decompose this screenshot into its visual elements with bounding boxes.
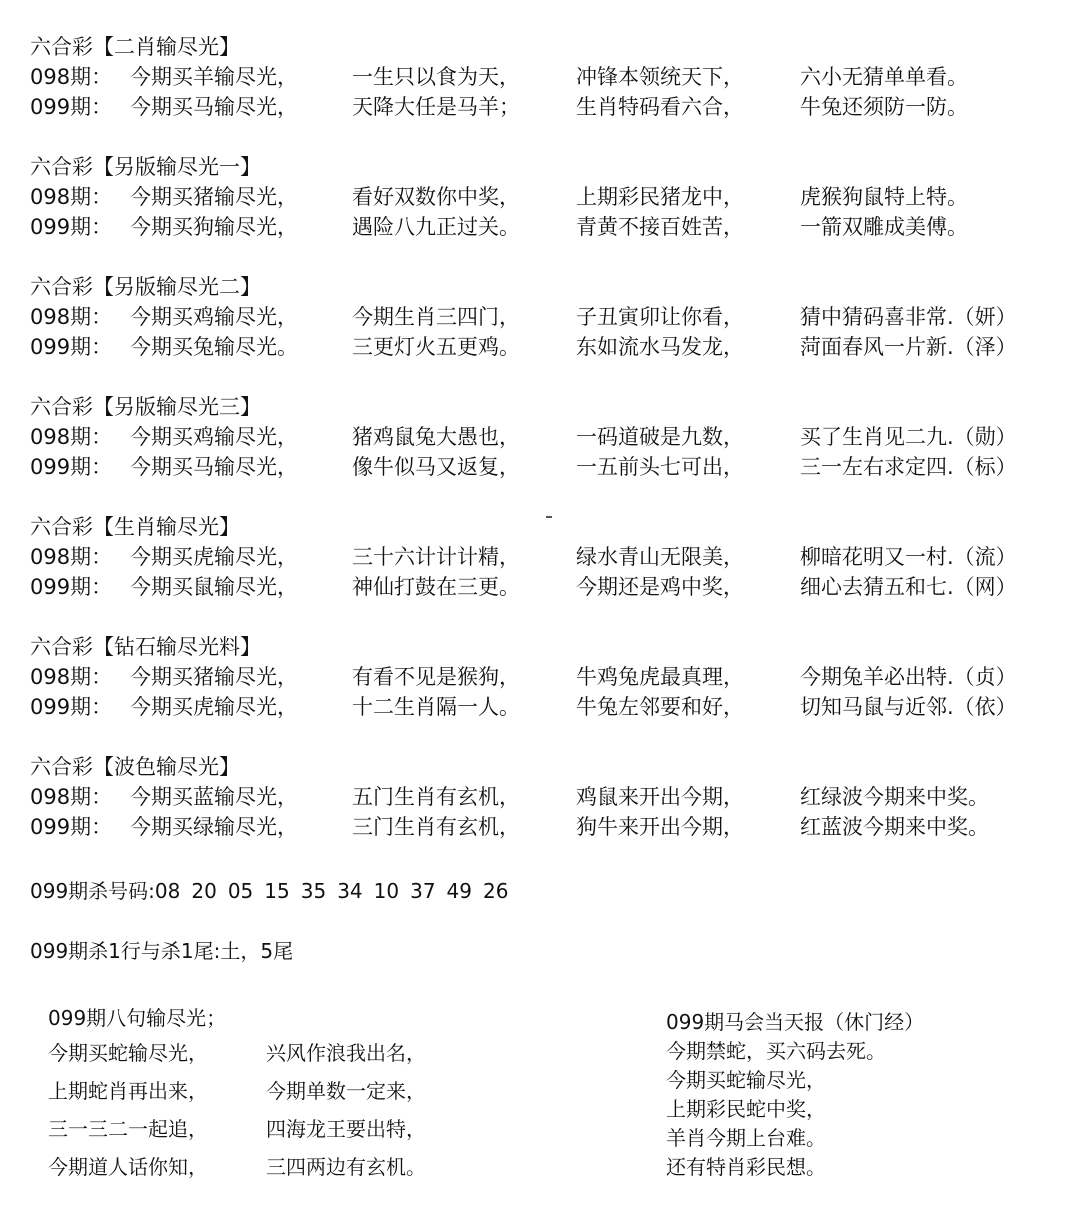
verse-segment: 今期买狗输尽光， bbox=[130, 215, 298, 239]
poem-left-rows bbox=[48, 1034, 426, 1186]
poem-left-phrase: 今期买蛇输尽光， bbox=[48, 1041, 208, 1065]
kill-number: 15 bbox=[264, 879, 290, 903]
section-title: 六合彩【另版输尽光二】 bbox=[30, 275, 261, 299]
verse-segment: 今期买鸡输尽光， bbox=[130, 425, 298, 449]
poem-left-phrase: 兴风作浪我出名， bbox=[266, 1041, 426, 1065]
verse-segment: 一生只以食为天， bbox=[352, 65, 520, 89]
issue-label: 099期： bbox=[30, 215, 113, 239]
poem-right-line: 还有特肖彩民想。 bbox=[666, 1155, 826, 1179]
kill-number: 08 bbox=[154, 879, 181, 903]
poem-left-row bbox=[48, 1072, 426, 1110]
poem-left-row bbox=[48, 1034, 426, 1072]
kill-number: 26 bbox=[483, 879, 509, 903]
section-title: 六合彩【另版输尽光三】 bbox=[30, 395, 261, 419]
verse-segment: 鸡鼠来开出今期， bbox=[576, 785, 744, 809]
issue-label: 099期： bbox=[30, 575, 113, 599]
issue-row bbox=[30, 692, 1070, 722]
issue-label: 099期： bbox=[30, 695, 113, 719]
poem-right-line: 羊肖今期上台难。 bbox=[666, 1126, 826, 1150]
issue-label: 098期： bbox=[30, 545, 113, 569]
verse-segment: 今期买虎输尽光， bbox=[130, 545, 298, 569]
poem-left-row bbox=[48, 1148, 426, 1186]
verse-segment: 看好双数你中奖， bbox=[352, 185, 520, 209]
issue-label: 099期： bbox=[30, 95, 113, 119]
issue-row bbox=[30, 302, 1070, 332]
section bbox=[30, 32, 1070, 122]
verse-segment: 三门生肖有玄机， bbox=[352, 815, 520, 839]
issue-row bbox=[30, 812, 1070, 842]
section-title: 六合彩【波色输尽光】 bbox=[30, 755, 240, 779]
kill-number: 37 bbox=[410, 879, 436, 903]
poem-right-line: 今期禁蛇，买六码去死。 bbox=[666, 1039, 886, 1063]
section-title: 六合彩【钻石输尽光料】 bbox=[30, 635, 261, 659]
poem-right-block bbox=[666, 1008, 924, 1182]
issue-row bbox=[30, 572, 1070, 602]
poem-left-title: 099期八句输尽光； bbox=[48, 1006, 227, 1030]
kill-number: 10 bbox=[373, 879, 400, 903]
kill-number: 05 bbox=[227, 879, 254, 903]
verse-segment: 虎猴狗鼠特上特。 bbox=[800, 185, 968, 209]
kill-number: 35 bbox=[300, 879, 327, 903]
issue-row bbox=[30, 92, 1070, 122]
kill-rule-line: 099期杀1行与杀1尾:土，5尾 bbox=[30, 939, 294, 963]
issue-row bbox=[30, 422, 1070, 452]
verse-segment: 今期兔羊必出特.（贞） bbox=[800, 665, 1017, 689]
verse-segment: 今期买鸡输尽光， bbox=[130, 305, 298, 329]
verse-segment: 牛鸡兔虎最真理， bbox=[576, 665, 744, 689]
verse-segment: 五门生肖有玄机， bbox=[352, 785, 520, 809]
section bbox=[30, 632, 1070, 722]
verse-segment: 青黄不接百姓苦， bbox=[576, 215, 744, 239]
issue-row bbox=[30, 332, 1070, 362]
section-title: 六合彩【二肖输尽光】 bbox=[30, 35, 240, 59]
poem-left-phrase: 三四两边有玄机。 bbox=[266, 1155, 426, 1179]
issue-row bbox=[30, 662, 1070, 692]
verse-segment: 红蓝波今期来中奖。 bbox=[800, 815, 989, 839]
verse-segment: 像牛似马又返复， bbox=[352, 455, 520, 479]
verse-segment: 细心去猜五和七.（网） bbox=[800, 575, 1017, 599]
verse-segment: 三十六计计计精， bbox=[352, 545, 520, 569]
poem-left-row bbox=[48, 1110, 426, 1148]
issue-row bbox=[30, 182, 1070, 212]
verse-segment: 今期买绿输尽光， bbox=[130, 815, 298, 839]
issue-label: 098期： bbox=[30, 305, 113, 329]
sections-container bbox=[30, 32, 1070, 872]
verse-segment: 有看不见是猴狗， bbox=[352, 665, 520, 689]
verse-segment: 今期还是鸡中奖， bbox=[576, 575, 744, 599]
issue-label: 099期： bbox=[30, 815, 113, 839]
verse-segment: 猜中猜码喜非常.（妍） bbox=[800, 305, 1017, 329]
verse-segment: 今期买猪输尽光， bbox=[130, 185, 298, 209]
verse-segment: 一五前头七可出， bbox=[576, 455, 744, 479]
verse-segment: 天降大任是马羊； bbox=[352, 95, 520, 119]
verse-segment: 今期买马输尽光， bbox=[130, 455, 298, 479]
poem-right-line: 今期买蛇输尽光， bbox=[666, 1068, 826, 1092]
kill-number: 49 bbox=[446, 879, 472, 903]
verse-segment: 菏面春风一片新.（泽） bbox=[800, 335, 1017, 359]
kill-number: 34 bbox=[337, 879, 363, 903]
verse-segment: 子丑寅卯让你看， bbox=[576, 305, 744, 329]
verse-segment: 猪鸡鼠兔大愚也， bbox=[352, 425, 520, 449]
section bbox=[30, 152, 1070, 242]
issue-label: 099期： bbox=[30, 335, 113, 359]
verse-segment: 买了生肖见二九.（勋） bbox=[800, 425, 1017, 449]
issue-label: 098期： bbox=[30, 65, 113, 89]
verse-segment: 绿水青山无限美， bbox=[576, 545, 744, 569]
verse-segment: 柳暗花明又一村.（流） bbox=[800, 545, 1017, 569]
verse-segment: 今期买兔输尽光。 bbox=[130, 335, 298, 359]
verse-segment: 一码道破是九数， bbox=[576, 425, 744, 449]
verse-segment: 三一左右求定四.（标） bbox=[800, 455, 1017, 479]
issue-row bbox=[30, 212, 1070, 242]
poem-left-phrase: 今期道人话你知， bbox=[48, 1155, 208, 1179]
issue-label: 098期： bbox=[30, 425, 113, 449]
section-title: 六合彩【另版输尽光一】 bbox=[30, 155, 261, 179]
verse-segment: 东如流水马发龙， bbox=[576, 335, 744, 359]
verse-segment: 今期买蓝输尽光， bbox=[130, 785, 298, 809]
verse-segment: 狗牛来开出今期， bbox=[576, 815, 744, 839]
poem-left-phrase: 四海龙王要出特， bbox=[266, 1117, 426, 1141]
poem-right-title: 099期马会当天报（休门经） bbox=[666, 1010, 925, 1034]
issue-label: 098期： bbox=[30, 185, 113, 209]
issue-label: 098期： bbox=[30, 665, 113, 689]
verse-segment: 三更灯火五更鸡。 bbox=[352, 335, 520, 359]
verse-segment: 今期买马输尽光， bbox=[130, 95, 298, 119]
verse-segment: 十二生肖隔一人。 bbox=[352, 695, 520, 719]
poem-left-phrase: 今期单数一定来， bbox=[266, 1079, 426, 1103]
kill-numbers-list bbox=[155, 879, 520, 903]
verse-segment: 今期买猪输尽光， bbox=[130, 665, 298, 689]
section bbox=[30, 272, 1070, 362]
verse-segment: 今期买虎输尽光， bbox=[130, 695, 298, 719]
kill-numbers-label: 099期杀号码: bbox=[30, 879, 155, 903]
issue-row bbox=[30, 542, 1070, 572]
issue-row bbox=[30, 782, 1070, 812]
verse-segment: 上期彩民猪龙中， bbox=[576, 185, 744, 209]
poem-left-phrase: 三一三二一起追， bbox=[48, 1117, 208, 1141]
verse-segment: 今期生肖三四门， bbox=[352, 305, 520, 329]
poem-left-phrase: 上期蛇肖再出来， bbox=[48, 1079, 208, 1103]
poem-left-block bbox=[48, 1002, 426, 1186]
verse-segment: 生肖特码看六合， bbox=[576, 95, 744, 119]
stray-mark bbox=[546, 516, 552, 518]
verse-segment: 切知马鼠与近邻.（依） bbox=[800, 695, 1017, 719]
verse-segment: 牛兔左邻要和好， bbox=[576, 695, 744, 719]
section bbox=[30, 752, 1070, 842]
kill-number: 20 bbox=[191, 879, 217, 903]
section bbox=[30, 392, 1070, 482]
section bbox=[30, 512, 1070, 602]
issue-row bbox=[30, 62, 1070, 92]
verse-segment: 红绿波今期来中奖。 bbox=[800, 785, 989, 809]
issue-label: 098期： bbox=[30, 785, 113, 809]
verse-segment: 今期买鼠输尽光， bbox=[130, 575, 298, 599]
issue-row bbox=[30, 452, 1070, 482]
verse-segment: 遇险八九正过关。 bbox=[352, 215, 520, 239]
verse-segment: 牛兔还须防一防。 bbox=[800, 95, 968, 119]
issue-label: 099期： bbox=[30, 455, 113, 479]
poem-right-line: 上期彩民蛇中奖， bbox=[666, 1097, 826, 1121]
poem-right-lines bbox=[666, 1037, 924, 1182]
kill-numbers-line bbox=[30, 876, 519, 906]
verse-segment: 今期买羊输尽光， bbox=[130, 65, 298, 89]
section-title: 六合彩【生肖输尽光】 bbox=[30, 515, 240, 539]
verse-segment: 冲锋本领统天下， bbox=[576, 65, 744, 89]
verse-segment: 六小无猜单单看。 bbox=[800, 65, 968, 89]
verse-segment: 神仙打鼓在三更。 bbox=[352, 575, 520, 599]
verse-segment: 一箭双雕成美傅。 bbox=[800, 215, 968, 239]
